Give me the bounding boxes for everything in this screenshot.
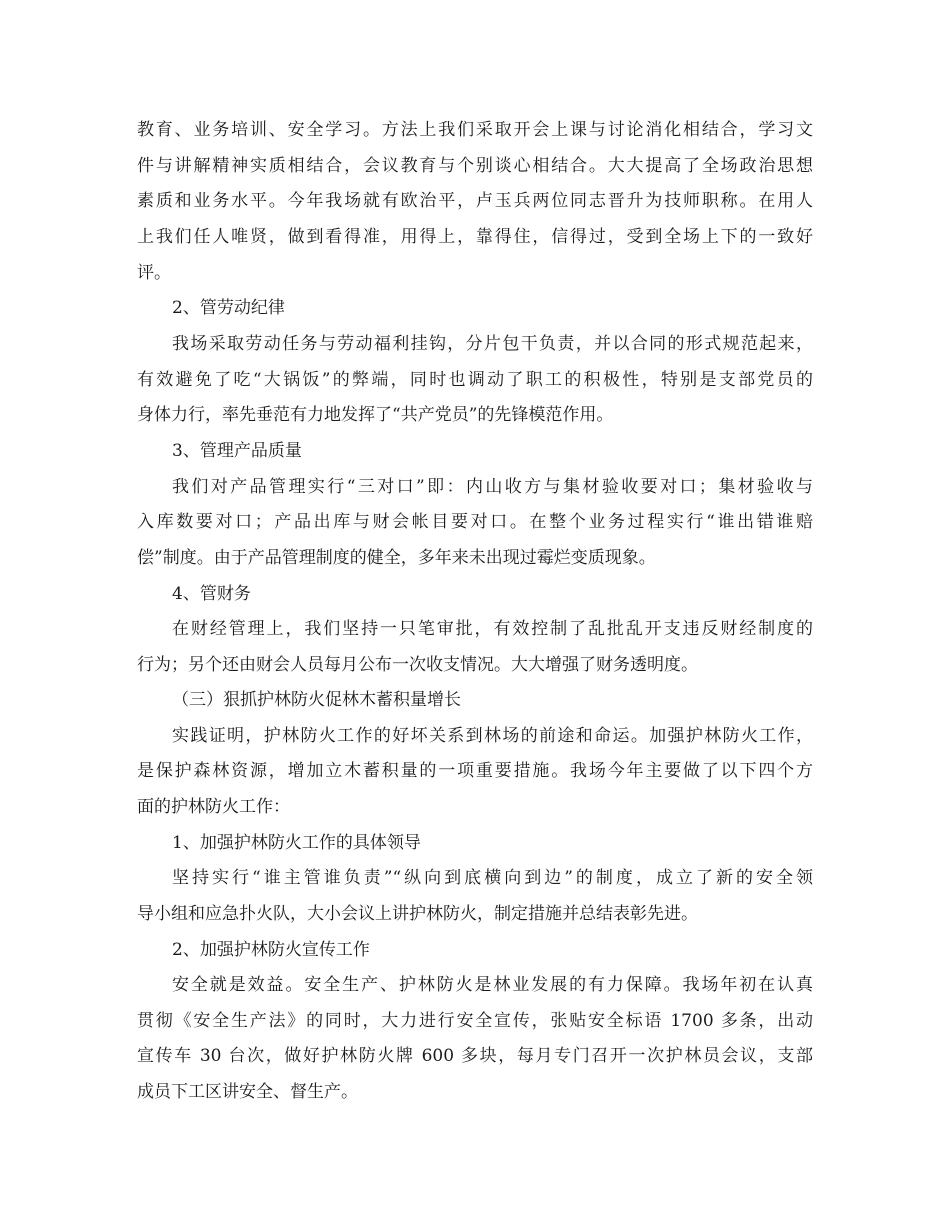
text-line: 在财经管理上，我们坚持一只笔审批，有效控制了乱批乱开支违反财经制度的	[172, 619, 813, 639]
section-heading: （三）狠抓护林防火促林木蓄积量增长	[172, 690, 461, 710]
text-line: 有效避免了吃“大锅饭”的弊端，同时也调动了职工的积极性，特别是支部党员的	[137, 370, 813, 390]
text-line: 面的护林防火工作：	[137, 797, 290, 817]
text-line: 我们对产品管理实行“三对口”即：内山收方与集材验收要对口；集材验收与	[172, 477, 813, 497]
text-line: 是保护森林资源，增加立木蓄积量的一项重要措施。我场今年主要做了以下四个方	[137, 761, 813, 781]
section-heading: 2、加强护林防火宣传工作	[172, 940, 370, 960]
text-line: 偿”制度。由于产品管理制度的健全，多年来未出现过霉烂变质现象。	[137, 548, 656, 568]
text-line: 行为；另个还由财会人员每月公布一次收支情况。大大增强了财务透明度。	[137, 655, 698, 675]
text-line: 安全就是效益。安全生产、护林防火是林业发展的有力保障。我场年初在认真	[172, 975, 813, 995]
text-line: 实践证明，护林防火工作的好坏关系到林场的前途和命运。加强护林防火工作，	[172, 726, 813, 746]
text-line: 素质和业务水平。今年我场就有欧治平，卢玉兵两位同志晋升为技师职称。在用人	[137, 191, 813, 211]
text-line: 宣传车 30 台次，做好护林防火牌 600 多块，每月专门召开一次护林员会议，支部	[137, 1046, 813, 1066]
text-line: 评。	[137, 263, 171, 283]
text-line: 导小组和应急扑火队，大小会议上讲护林防火，制定措施并总结表彰先进。	[137, 904, 698, 924]
text-line: 我场采取劳动任务与劳动福利挂钩，分片包干负责，并以合同的形式规范起来，	[172, 334, 813, 354]
section-heading: 3、管理产品质量	[172, 441, 302, 461]
text-line: 贯彻《安全生产法》的同时，大力进行安全宣传，张贴安全标语 1700 多条，出动	[137, 1011, 813, 1031]
text-line: 入库数要对口；产品出库与财会帐目要对口。在整个业务过程实行“谁出错谁赔	[137, 512, 813, 532]
text-line: 成员下工区讲安全、督生产。	[137, 1082, 358, 1102]
text-line: 坚持实行“谁主管谁负责”“纵向到底横向到边”的制度，成立了新的安全领	[172, 868, 813, 888]
text-line: 上我们任人唯贤，做到看得准，用得上，靠得住，信得过，受到全场上下的一致好	[137, 227, 813, 247]
text-line: 件与讲解精神实质相结合，会议教育与个别谈心相结合。大大提高了全场政治思想	[137, 156, 813, 176]
text-line: 教育、业务培训、安全学习。方法上我们采取开会上课与讨论消化相结合，学习文	[137, 120, 813, 140]
section-heading: 4、管财务	[172, 584, 251, 604]
text-line: 身体力行，率先垂范有力地发挥了“共产党员”的先锋模范作用。	[137, 405, 614, 425]
section-heading: 1、加强护林防火工作的具体领导	[172, 833, 421, 853]
section-heading: 2、管劳动纪律	[172, 298, 285, 318]
